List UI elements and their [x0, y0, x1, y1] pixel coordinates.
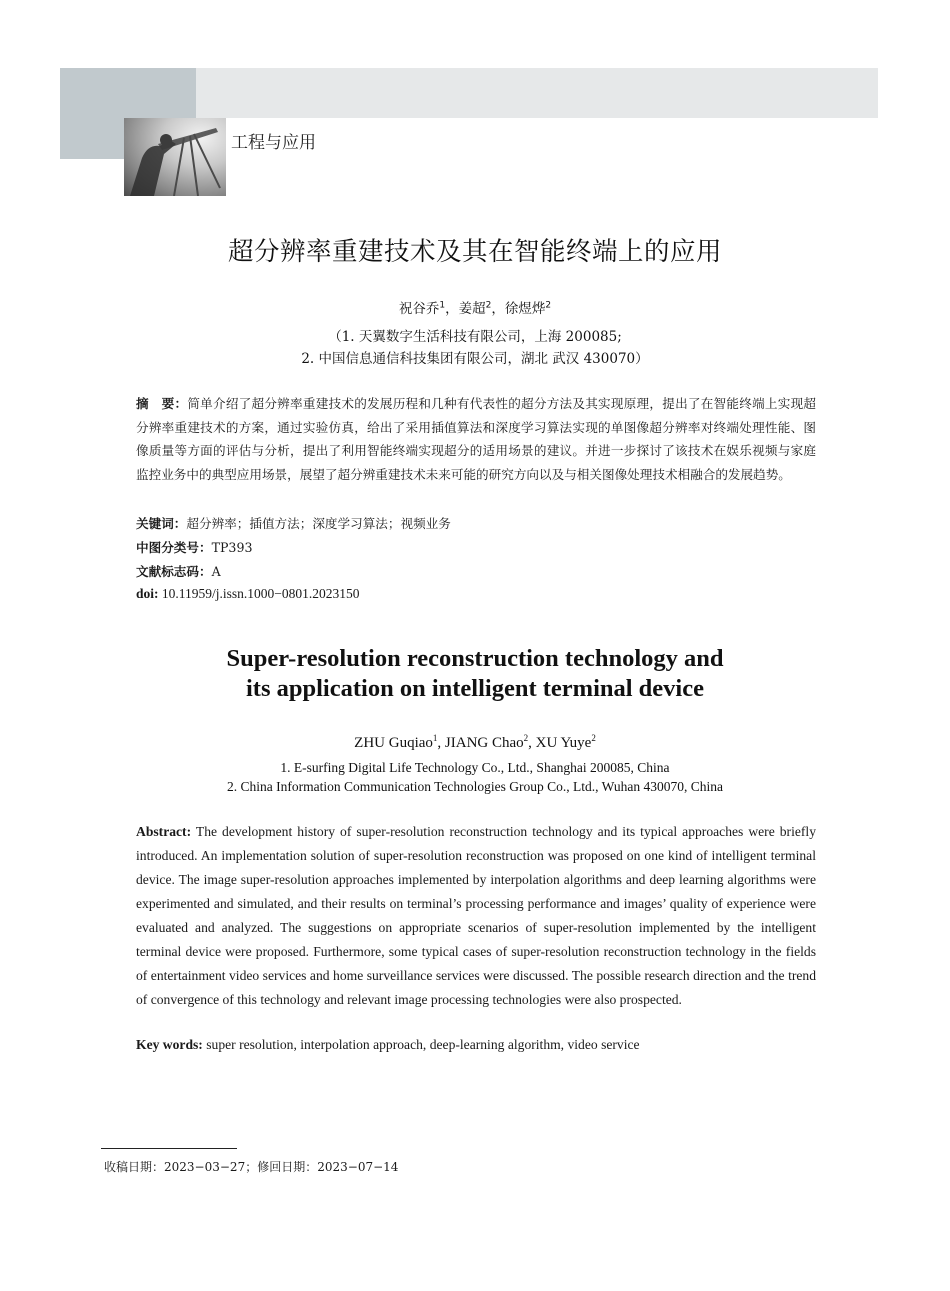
- revised-date: 2023−07−14: [317, 1160, 399, 1174]
- affiliation-mark: 2: [591, 733, 596, 743]
- received-label: 收稿日期：: [104, 1160, 165, 1174]
- revised-label: 修回日期：: [257, 1160, 318, 1174]
- english-abstract: [136, 820, 816, 1012]
- chinese-keywords: [136, 513, 451, 532]
- affiliation-mark: 2: [523, 733, 529, 743]
- chinese-affiliation-1: （1. 天翼数字生活科技有限公司，上海 200085;: [328, 329, 622, 345]
- abstract-text: 简单介绍了超分辨率重建技术的发展历程和几种有代表性的超分方法及其实现原理，提出了在智能终端上实现超分辨率重建技术的方案，通过实验仿真，给出了采用插值算法和深度学习算法实现的单图像超分辨率对终端处理性能、图像质量等方面的评估与分析，提出了利用智能终端实现超分的适用场景的建议。并进一步探讨了该技术在娱乐视频与家庭监控业务中的典型应用场景，展望了超分辨重建技术未来可能的研究方向以及与相关图像处理技术相融合的发展趋势。: [136, 396, 817, 483]
- doi-link[interactable]: 10.11959/j.issn.1000−0801.2023150: [158, 586, 360, 601]
- author-name: , XU Yuye: [528, 735, 592, 751]
- author-name: ZHU Guqiao: [354, 735, 433, 751]
- english-affiliation-1: 1. E-surfing Digital Life Technology Co., Ltd., Shanghai 200085, China: [280, 760, 670, 775]
- chinese-abstract: [136, 392, 816, 487]
- keywords-label: Key words:: [136, 1037, 203, 1052]
- english-title-line: its application on intelligent terminal device: [246, 675, 704, 702]
- abstract-label: 摘 要：: [136, 396, 188, 411]
- chinese-affiliation-2: 2. 中国信息通信科技集团有限公司，湖北 武汉 430070）: [301, 351, 649, 367]
- abstract-text: The development history of super-resolution reconstruction technology and its typical approaches were briefly introduced. An implementation solution of super-resolution reconstruction was proposed on one kind of intelligent terminal device. The image super-resolution approaches implemented by interpolation algorithms and deep learning algorithms were experimented and simulated, and their results on terminal’s processing performance and images’ quality of experience were evaluated and analyzed. The suggestions on appropriate scenarios of super-resolution implemented by the intelligent terminal device were proposed. Furthermore, some typical cases of super-resolution reconstruction technology in the fields of entertainment video services and home surveillance services were discussed. The possible research direction and the trend of convergence of this technology and relevant image processing technologies were also prospected.: [136, 824, 816, 1007]
- author-name: ，徐煜烨: [491, 301, 546, 317]
- footnote-dates: [104, 1158, 398, 1175]
- affiliation-mark: 1: [439, 300, 446, 311]
- classification-number: [136, 537, 252, 556]
- english-authors: [0, 733, 950, 752]
- chinese-authors: [0, 297, 950, 317]
- received-date: 2023−03−27；: [164, 1160, 258, 1174]
- doi: [136, 586, 360, 602]
- surveyor-silhouette-icon: [124, 118, 226, 196]
- keywords-text: super resolution, interpolation approach, deep-learning algorithm, video service: [202, 1037, 640, 1052]
- header-photo: [124, 118, 226, 196]
- document-code-label: 文献标志码：: [136, 564, 212, 579]
- english-title-line: Super-resolution reconstruction technology and: [226, 645, 724, 672]
- abstract-label: Abstract:: [136, 824, 192, 839]
- clc-value: TP393: [211, 540, 253, 555]
- english-title: [0, 644, 950, 704]
- document-code-value: A: [211, 564, 221, 579]
- affiliation-mark: 2: [485, 300, 492, 311]
- english-affiliation-2: 2. China Information Communication Technologies Group Co., Ltd., Wuhan 430070, China: [227, 779, 723, 794]
- section-label: 工程与应用: [231, 133, 316, 153]
- affiliation-mark: 1: [432, 733, 438, 743]
- author-name: , JIANG Chao: [437, 735, 524, 751]
- doi-label: doi:: [136, 586, 159, 601]
- author-name: ，姜超: [445, 301, 486, 317]
- keywords-text: 超分辨率；插值方法；深度学习算法；视频业务: [186, 516, 451, 531]
- affiliation-mark: 2: [545, 300, 552, 311]
- document-code: [136, 561, 221, 580]
- english-keywords: [136, 1037, 640, 1053]
- keywords-label: 关键词：: [136, 516, 187, 531]
- footnote-divider: [101, 1148, 237, 1149]
- chinese-title: 超分辨率重建技术及其在智能终端上的应用: [227, 237, 722, 267]
- author-name: 祝谷乔: [398, 301, 440, 317]
- clc-label: 中图分类号：: [136, 540, 212, 555]
